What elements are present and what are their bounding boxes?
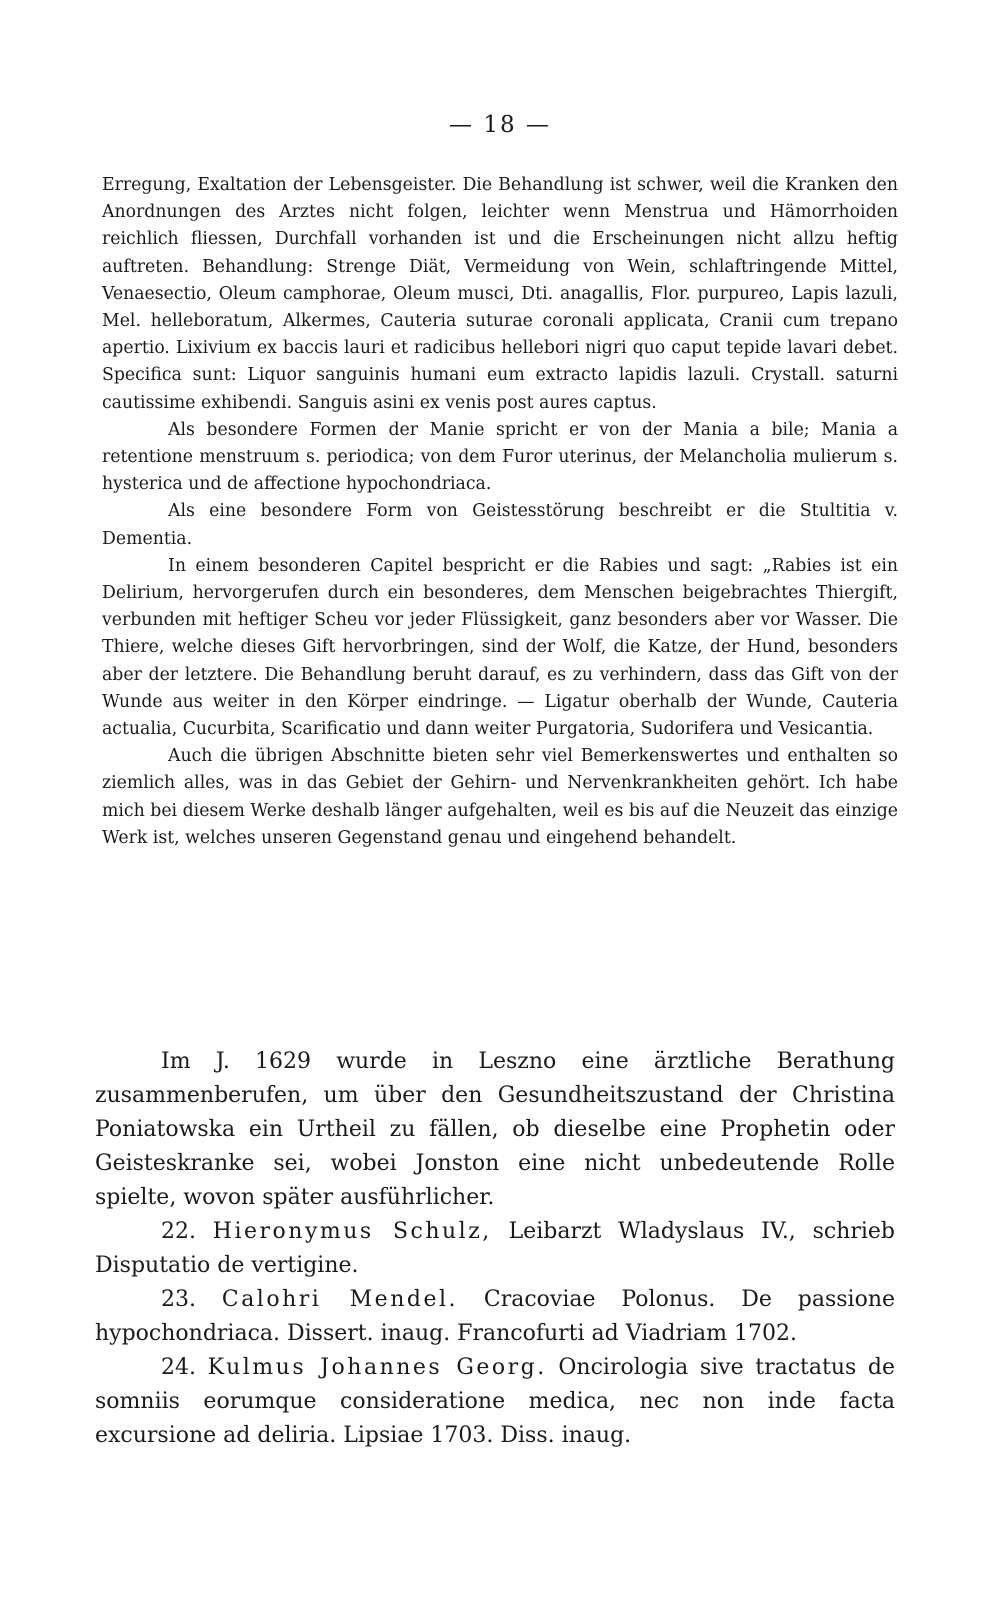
bibliography-entry-23	[95, 1283, 895, 1351]
paragraph-rabies: In einem besonderen Capitel bespricht er die Rabies und sagt: „Rabies ist ein Delirium, hervorgerufen durch ein besonderes, dem Menschen beigebrachtes Thiergift, verbunden mit heftiger Scheu vor jeder Flüssigkeit, ganz besonders aber vor Wasser. Die Thiere, welche dieses Gift hervorbringen, sind der Wolf, die Katze, der Hund, besonders aber der letztere. Die Behandlung beruht darauf, es zu verhindern, dass das Gift von der Wunde aus weiter in den Körper eindringe. — Ligatur oberhalb der Wunde, Cauteria actualia, Cucurbita, Scarificatio und dann weiter Purgatoria, Sudorifera und Vesicantia.	[102, 555, 898, 740]
large-print-section	[95, 1045, 895, 1453]
entry-number: 22.	[161, 1219, 196, 1244]
entry-number: 24.	[161, 1355, 196, 1380]
bibliography-entry-24	[95, 1351, 895, 1453]
paragraph-mania-forms: Als besondere Formen der Manie spricht er von der Mania a bile; Mania a retentione menstruum s. periodica; von dem Furor uterinus, der Melancholia mulierum s. hysterica und de affectione hypochondriaca.	[102, 419, 898, 495]
bibliography-entry-22	[95, 1215, 895, 1283]
entry-author: Calohri Mendel.	[221, 1287, 459, 1312]
paragraph-other-sections: Auch die übrigen Abschnitte bieten sehr viel Bemerkenswertes und enthalten so ziemlich alles, was in das Gebiet der Gehirn- und Nervenkrankheiten gehört. Ich habe mich bei diesem Werke deshalb länger aufgehalten, weil es bis auf die Neuzeit das einzige Werk ist, welches unseren Gegenstand genau und eingehend behandelt.	[102, 746, 898, 848]
paragraph-mania-treatment: Erregung, Exaltation der Lebensgeister. Die Behandlung ist schwer, weil die Kranken den Anordnungen des Arztes nicht folgen, leichter wenn Menstrua und Hämorrhoiden reichlich fliessen, Durchfall vorhanden ist und die Erscheinungen nicht allzu heftig auftreten. Behandlung: Strenge Diät, Vermeidung von Wein, schlaftringende Mittel, Venaesectio, Oleum camphorae, Oleum musci, Dti. anagallis, Flor. purpureo, Lapis lazuli, Mel. helleboratum, Alkermes, Cauteria suturae coronali applicata, Cranii cum trepano apertio. Lixivium ex baccis lauri et radicibus hellebori nigri quo caput tepide lavari debet. Specifica sunt: Liquor sanguinis humani eum extracto lapidis lazuli. Crystall. saturni cautissime exhibendi. Sanguis asini ex venis post aures captus.	[102, 175, 898, 413]
entry-number: 23.	[161, 1287, 196, 1312]
entry-text: Cracoviae Polonus. De passione hypochondriaca. Dissert. inaug. Francofurti ad Viadriam 1702.	[95, 1287, 896, 1346]
paragraph-dementia: Als eine besondere Form von Geistesstörung beschreibt er die Stultitia v. Dementia.	[102, 501, 898, 549]
entry-text: Oncirologia sive tractatus de somniis eorumque consideratione medica, nec non inde facta excursione ad deliria. Lipsiae 1703. Diss. inaug.	[95, 1355, 895, 1448]
entry-author: Hieronymus Schulz,	[212, 1219, 492, 1244]
paragraph-leszno-consultation: Im J. 1629 wurde in Leszno eine ärztliche Berathung zusammenberufen, um über den Gesundheitszustand der Christina Poniatowska ein Urtheil zu fällen, ob dieselbe eine Prophetin oder Geisteskranke sei, wobei Jonston eine nicht unbedeutende Rolle spielte, wovon später ausführlicher.	[95, 1049, 895, 1210]
entry-author: Kulmus Johannes Georg.	[207, 1355, 547, 1380]
entry-text: Leibarzt Wladyslaus IV., schrieb Disputatio de vertigine.	[95, 1219, 896, 1278]
small-print-section	[102, 172, 898, 852]
page-number: — 18 —	[449, 112, 551, 138]
